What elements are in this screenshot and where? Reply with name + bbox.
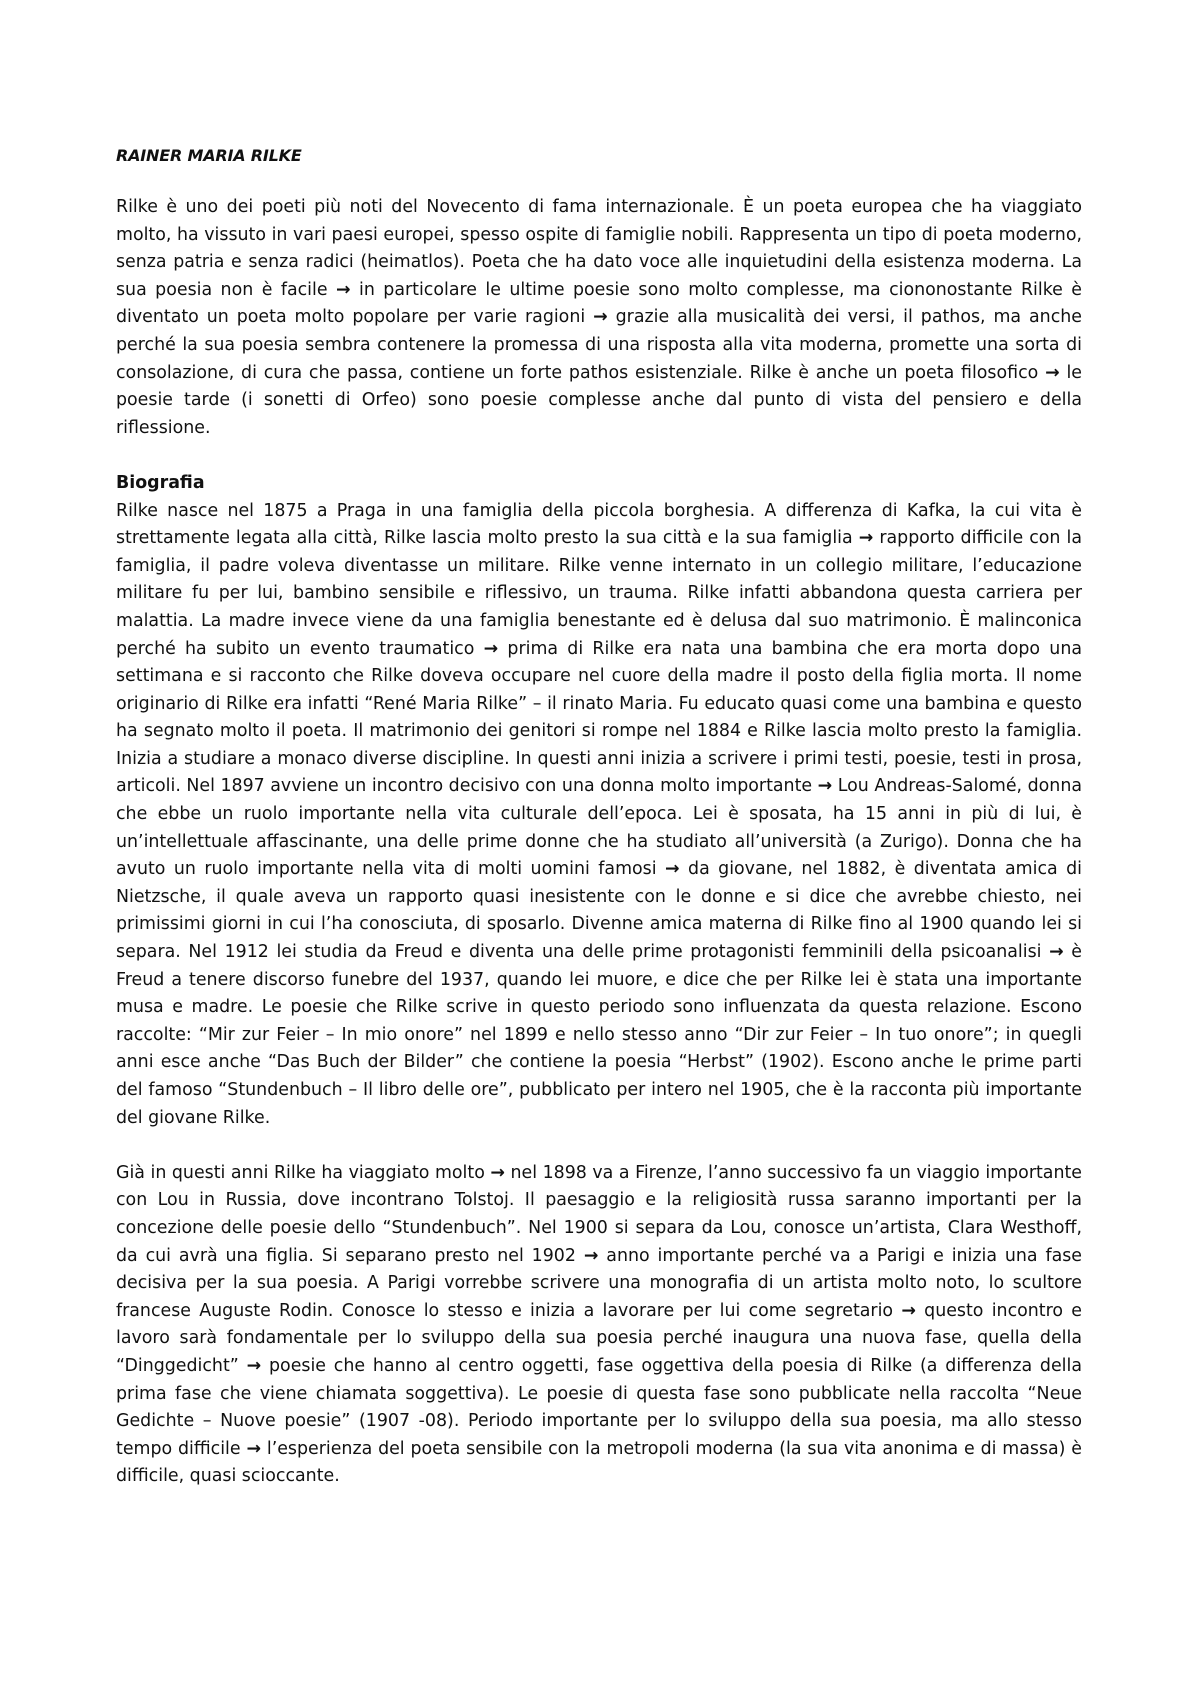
text-run: Lou Andreas-Salomé, donna che ebbe un ruolo importante nella vita culturale dell’epoca. Lei è sposata, ha 15 anni in più di lui, è un’intellettuale affascinante, una delle prime donne che ha studiato all’università (a Zurigo). Donna che ha avuto un ruolo importante nella vita di molti uomini famosi xyxy=(116,776,1082,880)
text-run: in particolare le ultime poesie sono molto complesse, ma ciononostante Rilke è diventato un poeta molto popolare per varie ragioni xyxy=(116,279,1082,328)
text-run: da giovane, nel 1882, è diventata amica di Nietzsche, il quale aveva un rapporto quasi inesistente con le donne e si dice che avrebbe chiesto, nei primissimi giorni in cui l’ha conosciuta, di sposarlo. Divenne amica materna di Rilke fino al 1900 quando lei si separa. Nel 1912 lei studia da Freud e diventa una delle prime protagonisti femminili della psicoanalisi xyxy=(116,859,1082,963)
text-run: l’esperienza del poeta sensibile con la metropoli moderna (la sua vita anonima e di massa) è difficile, quasi scioccante. xyxy=(116,1438,1082,1487)
text-run: Già in questi anni Rilke ha viaggiato molto xyxy=(116,1162,491,1183)
section-heading-biografia: Biografia xyxy=(116,472,205,493)
arrow-icon: → xyxy=(593,307,608,328)
arrow-icon: → xyxy=(817,776,833,797)
document-title: RAINER MARIA RILKE xyxy=(116,146,302,165)
text-run: Rilke è uno dei poeti più noti del Novecento di fama internazionale. È un poeta europea che ha viaggiato molto, ha vissuto in vari paesi europei, spesso ospite di famiglie nobili. Rappresenta un tipo di poeta moderno, senza patria e senza radici (heimatlos). Poeta che ha dato voce alle inquietudini della esistenza moderna. La sua poesia non è facile xyxy=(116,197,1082,300)
arrow-icon: → xyxy=(483,638,499,659)
intro-paragraph xyxy=(116,194,1082,442)
paragraph-spacer xyxy=(116,1132,1082,1160)
text-run: le poesie tarde (i sonetti di Orfeo) sono poesie complesse anche dal punto di vista del pensiero e della riflessione. xyxy=(116,362,1082,438)
text-run: grazie alla musicalità dei versi, il pathos, ma anche perché la sua poesia sembra contenere la promessa di una risposta alla vita moderna, promette una sorta di consolazione, di cura che passa, contiene un forte pathos esistenziale. Rilke è anche un poeta filosofico xyxy=(116,307,1082,383)
arrow-icon: → xyxy=(246,1355,262,1376)
text-run: prima di Rilke era nata una bambina che era morta dopo una settimana e si racconto che Rilke doveva occupare nel cuore della madre il posto della figlia morta. Il nome originario di Rilke era infatti “René Maria Rilke” – il rinato Maria. Fu educato quasi come una bambina e questo ha segnato molto il poeta. Il matrimonio dei genitori si rompe nel 1884 e Rilke lascia molto presto la famiglia. Inizia a studiare a monaco diverse discipline. In questi anni inizia a scrivere i primi testi, poesie, testi in prosa, articoli. Nel 1897 avviene un incontro decisivo con una donna molto importante xyxy=(116,638,1082,797)
paragraph-spacer xyxy=(116,442,1082,470)
arrow-icon: → xyxy=(901,1300,916,1321)
document-body xyxy=(116,146,1082,1491)
arrow-icon: → xyxy=(335,279,351,300)
arrow-icon: → xyxy=(858,528,874,549)
text-run: anno importante perché va a Parigi e inizia una fase decisiva per la sua poesia. A Parigi vorrebbe scrivere una monografia di un artista molto noto, lo scultore francese Auguste Rodin. Conosce lo stesso e inizia a lavorare per lui come segretario xyxy=(116,1245,1082,1321)
text-run: questo incontro e lavoro sarà fondamentale per lo sviluppo della sua poesia perché inaugura una nuova fase, quella della “Dinggedicht” xyxy=(116,1300,1082,1376)
arrow-icon: → xyxy=(246,1438,262,1459)
biography-paragraph xyxy=(116,498,1082,1133)
text-run: Rilke nasce nel 1875 a Praga in una famiglia della piccola borghesia. A differenza di Kafka, la cui vita è strettamente legata alla città, Rilke lascia molto presto la sua città e la sua famiglia xyxy=(116,500,1082,549)
arrow-icon: → xyxy=(583,1245,599,1266)
arrow-icon: → xyxy=(1049,942,1064,963)
travel-paragraph xyxy=(116,1160,1082,1491)
text-run: è Freud a tenere discorso funebre del 1937, quando lei muore, e dice che per Rilke lei è stata una importante musa e madre. Le poesie che Rilke scrive in questo periodo sono influenzata da questa relazione. Escono raccolte: “Mir zur Feier – In mio onore” nel 1899 e nello stesso anno “Dir zur Feier – In tuo onore”; in quegli anni esce anche “Das Buch der Bilder” che contiene la poesia “Herbst” (1902). Escono anche le prime parti del famoso “Stundenbuch – Il libro delle ore”, pubblicato per intero nel 1905, che è la racconta più importante del giovane Rilke. xyxy=(116,942,1082,1128)
text-run: rapporto difficile con la famiglia, il padre voleva diventasse un militare. Rilke venne internato in un collegio militare, l’educazione militare fu per lui, bambino sensibile e riflessivo, un trauma. Rilke infatti abbandona questa carriera per malattia. La madre invece viene da una famiglia benestante ed è delusa dal suo matrimonio. È malinconica perché ha subito un evento traumatico xyxy=(116,528,1082,659)
text-run: nel 1898 va a Firenze, l’anno successivo fa un viaggio importante con Lou in Russia, dove incontrano Tolstoj. Il paesaggio e la religiosità russa saranno importanti per la concezione delle poesie dello “Stundenbuch”. Nel 1900 si separa da Lou, conosce un’artista, Clara Westhoff, da cui avrà una figlia. Si separano presto nel 1902 xyxy=(116,1162,1082,1266)
arrow-icon: → xyxy=(490,1162,505,1183)
arrow-icon: → xyxy=(665,859,680,880)
arrow-icon: → xyxy=(1045,362,1060,383)
text-run: poesie che hanno al centro oggetti, fase oggettiva della poesia di Rilke (a differenza della prima fase che viene chiamata soggettiva). Le poesie di questa fase sono pubblicate nella raccolta “Neue Gedichte – Nuove poesie” (1907 -08). Periodo importante per lo sviluppo della sua poesia, ma allo stesso tempo difficile xyxy=(116,1355,1082,1459)
